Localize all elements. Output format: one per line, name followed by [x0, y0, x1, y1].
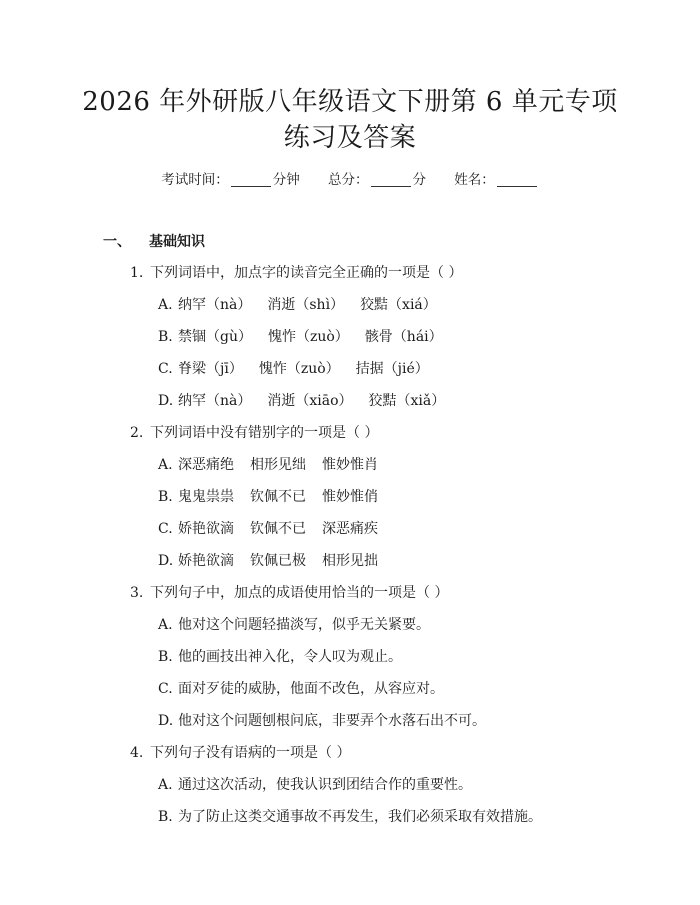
- option-item: 为了防止这类交通事故不再发生，我们必须采取有效措施。: [178, 809, 542, 825]
- option-letter: B.: [158, 329, 173, 345]
- question-1-option-c: [158, 358, 445, 378]
- exam-time-unit: 分钟: [272, 172, 300, 188]
- option-item: 骸骨（hái）: [364, 329, 443, 345]
- question-number: 1.: [130, 265, 144, 281]
- question-1-option-a: [158, 294, 453, 314]
- total-score-blank: [371, 172, 411, 187]
- exam-info: [0, 168, 700, 188]
- option-item: 惟妙惟俏: [322, 489, 378, 505]
- question-4-option-b: [158, 806, 542, 826]
- total-score-field: [328, 172, 430, 188]
- question-2: [130, 422, 378, 442]
- question-number: 2.: [130, 425, 144, 441]
- option-item: 钦佩不已: [250, 489, 306, 505]
- option-letter: D.: [158, 553, 174, 569]
- option-letter: B.: [158, 649, 173, 665]
- question-text: 下列句子中，加点的成语使用恰当的一项是（ ）: [150, 585, 449, 601]
- question-text: 下列词语中，加点字的读音完全正确的一项是（ ）: [150, 265, 463, 281]
- option-letter: C.: [158, 361, 173, 377]
- option-item: 钦佩不已: [250, 521, 306, 537]
- option-letter: A.: [158, 617, 173, 633]
- option-item: 他对这个问题刨根问底，非要弄个水落石出不可。: [178, 713, 486, 729]
- question-1: [130, 262, 462, 282]
- question-4-option-a: [158, 774, 472, 794]
- question-3: [130, 582, 448, 602]
- option-item: 娇艳欲滴: [178, 521, 234, 537]
- student-name-field: [454, 172, 539, 188]
- total-score-label: 总分：: [328, 172, 369, 188]
- option-item: 狡黠（xiá）: [360, 297, 437, 313]
- question-2-option-b: [158, 486, 394, 506]
- question-text: 下列词语中没有错别字的一项是（ ）: [150, 425, 379, 441]
- question-3-option-a: [158, 614, 430, 634]
- option-item: 面对歹徒的威胁，他面不改色，从容应对。: [178, 681, 444, 697]
- question-2-option-d: [158, 550, 394, 570]
- option-item: 惟妙惟肖: [322, 457, 378, 473]
- option-item: 脊梁（jī）: [178, 361, 243, 377]
- option-item: 愧怍（zuò）: [258, 361, 340, 377]
- question-2-option-a: [158, 454, 394, 474]
- option-item: 相形见绌: [250, 457, 306, 473]
- student-name-blank: [497, 172, 537, 187]
- option-letter: B.: [158, 809, 173, 825]
- title-line-2: 练习及答案: [283, 123, 417, 153]
- option-item: 纳罕（nà）: [178, 297, 252, 313]
- question-2-option-c: [158, 518, 394, 538]
- question-text: 下列句子没有语病的一项是（ ）: [150, 745, 351, 761]
- option-item: 鬼鬼祟祟: [178, 489, 234, 505]
- section-title: 基础知识: [149, 234, 205, 250]
- option-item: 愧怍（zuò）: [267, 329, 349, 345]
- option-letter: D.: [158, 393, 174, 409]
- section-heading: [103, 231, 205, 251]
- option-item: 深恶痛疾: [322, 521, 378, 537]
- option-item: 相形见拙: [322, 553, 378, 569]
- option-item: 消逝（xiāo）: [267, 393, 353, 409]
- option-item: 娇艳欲滴: [178, 553, 234, 569]
- total-score-unit: 分: [412, 172, 426, 188]
- option-item: 通过这次活动，使我认识到团结合作的重要性。: [178, 777, 472, 793]
- option-item: 纳罕（nà）: [178, 393, 252, 409]
- document-title: [60, 84, 640, 156]
- option-item: 消逝（shì）: [267, 297, 345, 313]
- option-letter: C.: [158, 521, 173, 537]
- question-1-option-b: [158, 326, 459, 346]
- option-letter: A.: [158, 777, 173, 793]
- option-item: 钦佩已极: [250, 553, 306, 569]
- exam-time-blank: [231, 172, 271, 187]
- option-letter: B.: [158, 489, 173, 505]
- option-letter: A.: [158, 457, 173, 473]
- student-name-label: 姓名：: [454, 172, 495, 188]
- option-item: 禁锢（gù）: [178, 329, 252, 345]
- question-4: [130, 742, 350, 762]
- question-number: 3.: [130, 585, 144, 601]
- option-letter: C.: [158, 681, 173, 697]
- exam-time-field: [161, 172, 304, 188]
- title-line-1: 2026 年外研版八年级语文下册第 6 单元专项: [82, 87, 618, 117]
- question-3-option-b: [158, 646, 402, 666]
- question-3-option-d: [158, 710, 486, 730]
- exam-time-label: 考试时间：: [161, 172, 229, 188]
- question-number: 4.: [130, 745, 144, 761]
- option-letter: D.: [158, 713, 174, 729]
- option-item: 他的画技出神入化，令人叹为观止。: [178, 649, 402, 665]
- question-3-option-c: [158, 678, 444, 698]
- section-number: 一、: [103, 234, 131, 250]
- option-item: 他对这个问题轻描淡写，似乎无关紧要。: [178, 617, 430, 633]
- option-item: 拮据（jié）: [355, 361, 429, 377]
- option-item: 深恶痛绝: [178, 457, 234, 473]
- option-item: 狡黠（xiǎ）: [368, 393, 446, 409]
- option-letter: A.: [158, 297, 173, 313]
- question-1-option-d: [158, 390, 461, 410]
